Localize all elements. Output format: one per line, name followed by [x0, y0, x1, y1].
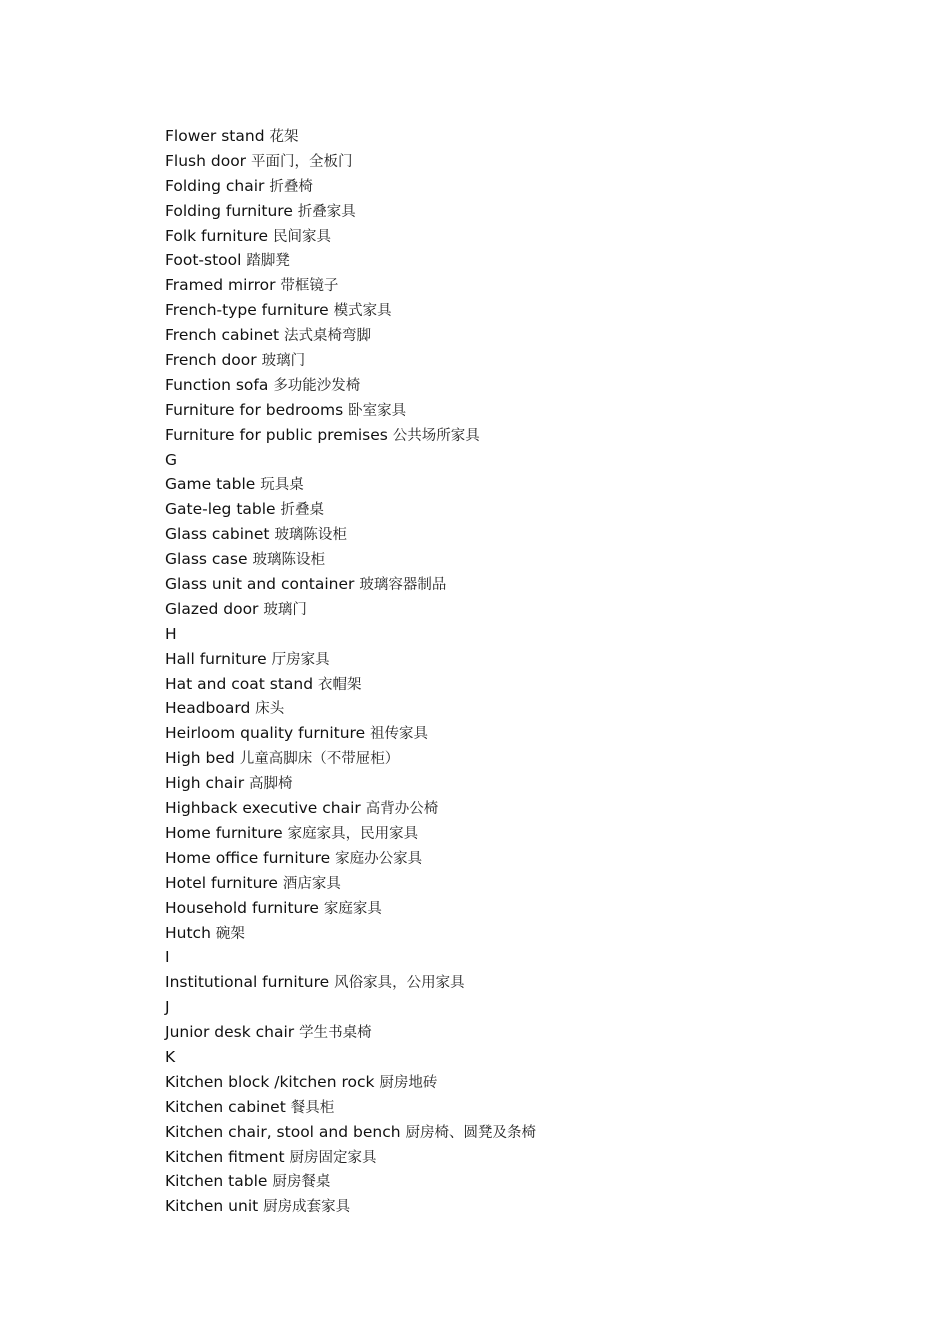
chinese-translation: 折叠桌	[280, 502, 325, 519]
glossary-entry	[165, 721, 865, 746]
chinese-translation: 厅房家具	[271, 651, 330, 668]
glossary-entry	[165, 497, 865, 522]
glossary-entry	[165, 896, 865, 921]
english-term: Game table	[165, 475, 256, 494]
glossary-entry	[165, 149, 865, 174]
glossary-entry	[165, 423, 865, 448]
english-term: Institutional furniture	[165, 973, 330, 992]
chinese-translation: 折叠椅	[269, 178, 313, 195]
english-term: Home furniture	[165, 823, 283, 842]
chinese-translation: 厨房固定家具	[289, 1149, 377, 1166]
section-letter: J	[165, 998, 170, 1017]
glossary-entry	[165, 124, 865, 149]
glossary-entry	[165, 597, 865, 622]
english-term: French-type furniture	[165, 301, 329, 320]
glossary-entry	[165, 522, 865, 547]
glossary-entry	[165, 746, 865, 771]
english-term: Household furniture	[165, 898, 319, 917]
glossary-entry	[165, 174, 865, 199]
english-term: Folk furniture	[165, 226, 269, 245]
glossary-entry	[165, 298, 865, 323]
english-term: Foot-stool	[165, 251, 242, 270]
english-term: Furniture for public premises	[165, 425, 388, 444]
english-term: French door	[165, 351, 257, 370]
glossary-entry	[165, 821, 865, 846]
glossary-entry	[165, 373, 865, 398]
chinese-translation: 民间家具	[272, 228, 331, 245]
chinese-translation: 厨房椅、圆凳及条椅	[405, 1124, 536, 1141]
chinese-translation: 折叠家具	[297, 203, 356, 220]
chinese-translation: 家庭家具	[323, 900, 382, 917]
english-term: Furniture for bedrooms	[165, 400, 344, 419]
english-term: Kitchen chair, stool and bench	[165, 1122, 401, 1141]
chinese-translation: 玻璃门	[263, 601, 307, 618]
english-term: Glass cabinet	[165, 525, 270, 544]
section-letter: K	[165, 1047, 176, 1066]
section-letter-heading	[165, 448, 865, 473]
chinese-translation: 多功能沙发椅	[273, 377, 361, 394]
chinese-translation: 公共场所家具	[392, 427, 480, 444]
chinese-translation: 床头	[255, 701, 285, 718]
chinese-translation: 祖传家具	[370, 726, 429, 743]
english-term: Kitchen block /kitchen rock	[165, 1072, 375, 1091]
english-term: Framed mirror	[165, 276, 276, 295]
chinese-translation: 碗架	[215, 925, 245, 942]
glossary-entry	[165, 547, 865, 572]
english-term: Hotel furniture	[165, 873, 278, 892]
chinese-translation: 踏脚凳	[246, 253, 290, 270]
chinese-translation: 风俗家具，公用家具	[334, 975, 465, 992]
english-term: Junior desk chair	[165, 1023, 295, 1042]
glossary-entry	[165, 472, 865, 497]
english-term: Kitchen unit	[165, 1197, 259, 1216]
english-term: Kitchen cabinet	[165, 1097, 286, 1116]
glossary-entry	[165, 771, 865, 796]
glossary-entry	[165, 323, 865, 348]
english-term: Glass unit and container	[165, 575, 355, 594]
glossary-entry	[165, 1194, 865, 1219]
english-term: Kitchen table	[165, 1172, 268, 1191]
section-letter: G	[165, 450, 178, 469]
chinese-translation: 玩具桌	[260, 477, 304, 494]
chinese-translation: 平面门，全板门	[251, 153, 353, 170]
glossary-entry	[165, 248, 865, 273]
chinese-translation: 学生书桌椅	[299, 1025, 372, 1042]
glossary-entry	[165, 970, 865, 995]
english-term: High bed	[165, 749, 235, 768]
glossary-entry	[165, 1145, 865, 1170]
glossary-entry	[165, 348, 865, 373]
chinese-translation: 带框镜子	[280, 278, 339, 295]
glossary-entry	[165, 846, 865, 871]
chinese-translation: 家庭家具，民用家具	[287, 825, 419, 842]
english-term: Glazed door	[165, 599, 259, 618]
english-term: High chair	[165, 774, 245, 793]
glossary-entry	[165, 647, 865, 672]
glossary-entry	[165, 871, 865, 896]
glossary-entry	[165, 1020, 865, 1045]
glossary-entry	[165, 1169, 865, 1194]
chinese-translation: 法式桌椅弯脚	[284, 328, 371, 345]
glossary-entry	[165, 696, 865, 721]
chinese-translation: 酒店家具	[282, 875, 341, 892]
english-term: Highback executive chair	[165, 799, 361, 818]
chinese-translation: 玻璃容器制品	[359, 577, 447, 594]
chinese-translation: 模式家具	[333, 303, 392, 320]
chinese-translation: 玻璃门	[261, 353, 306, 370]
chinese-translation: 儿童高脚床（不带屉柜）	[239, 751, 400, 768]
chinese-translation: 高脚椅	[249, 776, 293, 793]
furniture-glossary-list	[165, 124, 865, 1219]
glossary-entry	[165, 1070, 865, 1095]
chinese-translation: 家庭办公家具	[335, 850, 423, 867]
glossary-entry	[165, 398, 865, 423]
section-letter: I	[165, 948, 170, 967]
glossary-entry	[165, 672, 865, 697]
english-term: Heirloom quality furniture	[165, 724, 366, 743]
section-letter-heading	[165, 622, 865, 647]
english-term: Glass case	[165, 550, 248, 569]
chinese-translation: 高背办公椅	[365, 801, 439, 818]
glossary-entry	[165, 1095, 865, 1120]
english-term: Hall furniture	[165, 649, 267, 668]
glossary-entry	[165, 224, 865, 249]
glossary-entry	[165, 921, 865, 946]
english-term: Gate-leg table	[165, 500, 276, 519]
english-term: Headboard	[165, 699, 251, 718]
section-letter-heading	[165, 1045, 865, 1070]
english-term: French cabinet	[165, 326, 280, 345]
glossary-entry	[165, 199, 865, 224]
english-term: Hat and coat stand	[165, 674, 314, 693]
glossary-entry	[165, 273, 865, 298]
chinese-translation: 玻璃陈设柜	[252, 552, 325, 569]
chinese-translation: 花架	[269, 129, 299, 145]
chinese-translation: 厨房成套家具	[263, 1199, 351, 1216]
english-term: Folding chair	[165, 176, 265, 195]
chinese-translation: 厨房餐桌	[272, 1174, 331, 1191]
english-term: Home office furniture	[165, 848, 331, 867]
section-letter: H	[165, 624, 177, 643]
section-letter-heading	[165, 995, 865, 1020]
glossary-entry	[165, 796, 865, 821]
english-term: Flush door	[165, 151, 247, 170]
section-letter-heading	[165, 945, 865, 970]
chinese-translation: 厨房地砖	[379, 1074, 438, 1091]
english-term: Folding furniture	[165, 201, 293, 220]
english-term: Function sofa	[165, 375, 269, 394]
chinese-translation: 玻璃陈设柜	[274, 527, 347, 544]
glossary-entry	[165, 572, 865, 597]
english-term: Hutch	[165, 923, 211, 942]
glossary-entry	[165, 1120, 865, 1145]
english-term: Flower stand	[165, 127, 265, 145]
chinese-translation: 卧室家具	[348, 402, 407, 419]
english-term: Kitchen fitment	[165, 1147, 285, 1166]
chinese-translation: 衣帽架	[318, 676, 362, 693]
chinese-translation: 餐具柜	[290, 1099, 335, 1116]
